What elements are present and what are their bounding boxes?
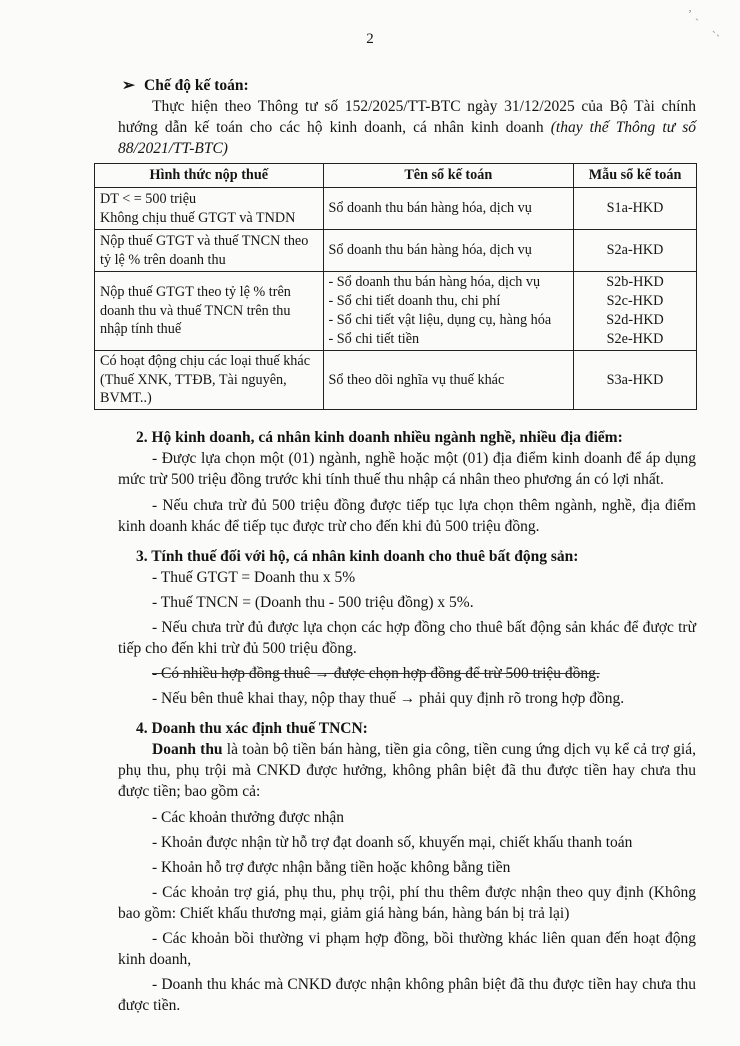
- method-cell: Nộp thuế GTGT theo tỷ lệ % trên doanh thu và thuế TNCN trên thu nhập tính thuế: [95, 272, 324, 351]
- section3-line: - Nếu chưa trừ đủ được lựa chọn các hợp đồng cho thuê bất động sản khác để được trừ tiếp cho đến khi trừ đủ 500 triệu đồng.: [118, 618, 696, 658]
- table-row: [95, 188, 697, 230]
- code-cell: S3a-HKD: [574, 350, 697, 410]
- table-header: Tên sổ kế toán: [323, 164, 574, 188]
- table-header: Hình thức nộp thuế: [95, 164, 324, 188]
- list-item: - Doanh thu khác mà CNKD được nhận không phân biệt đã thu được tiền hay chưa thu được tiền.: [118, 976, 696, 1015]
- arrow-bullet-icon: ➢: [122, 77, 135, 94]
- list-item: - Khoản được nhận từ hỗ trợ đạt doanh số, khuyến mại, chiết khấu thanh toán: [152, 833, 633, 851]
- code-cell: S1a-HKD: [574, 188, 697, 230]
- list-item: - Các khoản trợ giá, phụ thu, phụ trội, phí thu thêm được nhận theo quy định (Không bao gồm: Chiết khấu thương mại, giảm giá hàng bán, hàng bán bị trả lại): [118, 883, 696, 922]
- accounting-heading: ➢ Chế độ kế toán:: [118, 75, 696, 96]
- code-cell: S2b-HKD S2c-HKD S2d-HKD S2e-HKD: [574, 272, 697, 351]
- section4-definition: Doanh thu là toàn bộ tiền bán hàng, tiền gia công, tiền cung ứng dịch vụ kể cả trợ giá, phụ thu, phụ trội mà CNKD được hưởng, không phân biệt đã thu được tiền hay chưa thu được tiền; bao gồm cả:: [118, 741, 696, 801]
- section3-heading: 3. Tính thuế đối với hộ, cá nhân kinh doanh cho thuê bất động sản:: [136, 547, 579, 565]
- method-cell: Có hoạt động chịu các loại thuế khác (Thuế XNK, TTĐB, Tài nguyên, BVMT..): [95, 350, 324, 410]
- method-cell: Nộp thuế GTGT và thuế TNCN theo tỷ lệ % trên doanh thu: [95, 230, 324, 272]
- scan-mark: ˴ˏ: [712, 23, 720, 37]
- section3-line: - Thuế GTGT = Doanh thu x 5%: [152, 568, 356, 586]
- accounting-table: [94, 163, 697, 410]
- scan-mark: ʼ ˎ: [688, 7, 699, 21]
- method-cell: DT < = 500 triệu Không chịu thuế GTGT và TNDN: [95, 188, 324, 230]
- list-item: - Các khoản thưởng được nhận: [152, 808, 345, 826]
- page-content: [100, 75, 697, 1016]
- table-row: [95, 350, 697, 410]
- section3-line: - Thuế TNCN = (Doanh thu - 500 triệu đồng) x 5%.: [152, 593, 474, 611]
- book-cell: Sổ doanh thu bán hàng hóa, dịch vụ: [323, 230, 574, 272]
- accounting-intro: Thực hiện theo Thông tư số 152/2025/TT-BTC ngày 31/12/2025 của Bộ Tài chính hướng dẫn kế toán cho các hộ kinh doanh, cá nhân kinh doanh (thay thế Thông tư số 88/2021/TT-BTC): [118, 98, 697, 158]
- page-number: 2: [366, 31, 374, 47]
- code-cell: S2a-HKD: [574, 230, 697, 272]
- table-row: [95, 272, 697, 351]
- section2-heading: 2. Hộ kinh doanh, cá nhân kinh doanh nhiều ngành nghề, nhiều địa điểm:: [136, 429, 623, 447]
- table-header-row: [95, 164, 697, 188]
- section3-line: - Nếu bên thuê khai thay, nộp thay thuế → phải quy định rõ trong hợp đồng.: [152, 690, 625, 708]
- book-cell: - Sổ doanh thu bán hàng hóa, dịch vụ - Sổ chi tiết doanh thu, chi phí - Sổ chi tiết vật liệu, dụng cụ, hàng hóa - Sổ chi tiết tiền: [323, 272, 574, 351]
- section3-line-struck: - Có nhiều hợp đồng thuê → được chọn hợp đồng để trừ 500 triệu đồng.: [152, 665, 600, 683]
- table-header: Mẫu sổ kế toán: [574, 164, 697, 188]
- table-row: [95, 230, 697, 272]
- section2-paragraph: - Nếu chưa trừ đủ 500 triệu đồng được tiếp tục lựa chọn thêm ngành, nghề, địa điểm kinh doanh khác để tiếp tục được trừ cho đến khi đủ 500 triệu đồng.: [118, 496, 696, 535]
- section4-heading: 4. Doanh thu xác định thuế TNCN:: [136, 720, 368, 738]
- section2-paragraph: - Được lựa chọn một (01) ngành, nghề hoặc một (01) địa điểm kinh doanh để áp dụng mức trừ 500 triệu đồng trước khi tính thuế thu nhập cá nhân theo phương án có lợi nhất.: [118, 450, 696, 489]
- list-item: - Khoản hỗ trợ được nhận bằng tiền hoặc không bằng tiền: [152, 858, 511, 876]
- definition-term: Doanh thu: [152, 741, 223, 759]
- list-item: - Các khoản bồi thường vi phạm hợp đồng, bồi thường khác liên quan đến hoạt động kinh doanh,: [118, 929, 696, 969]
- book-cell: Sổ doanh thu bán hàng hóa, dịch vụ: [323, 188, 574, 230]
- book-cell: Sổ theo dõi nghĩa vụ thuế khác: [323, 350, 574, 410]
